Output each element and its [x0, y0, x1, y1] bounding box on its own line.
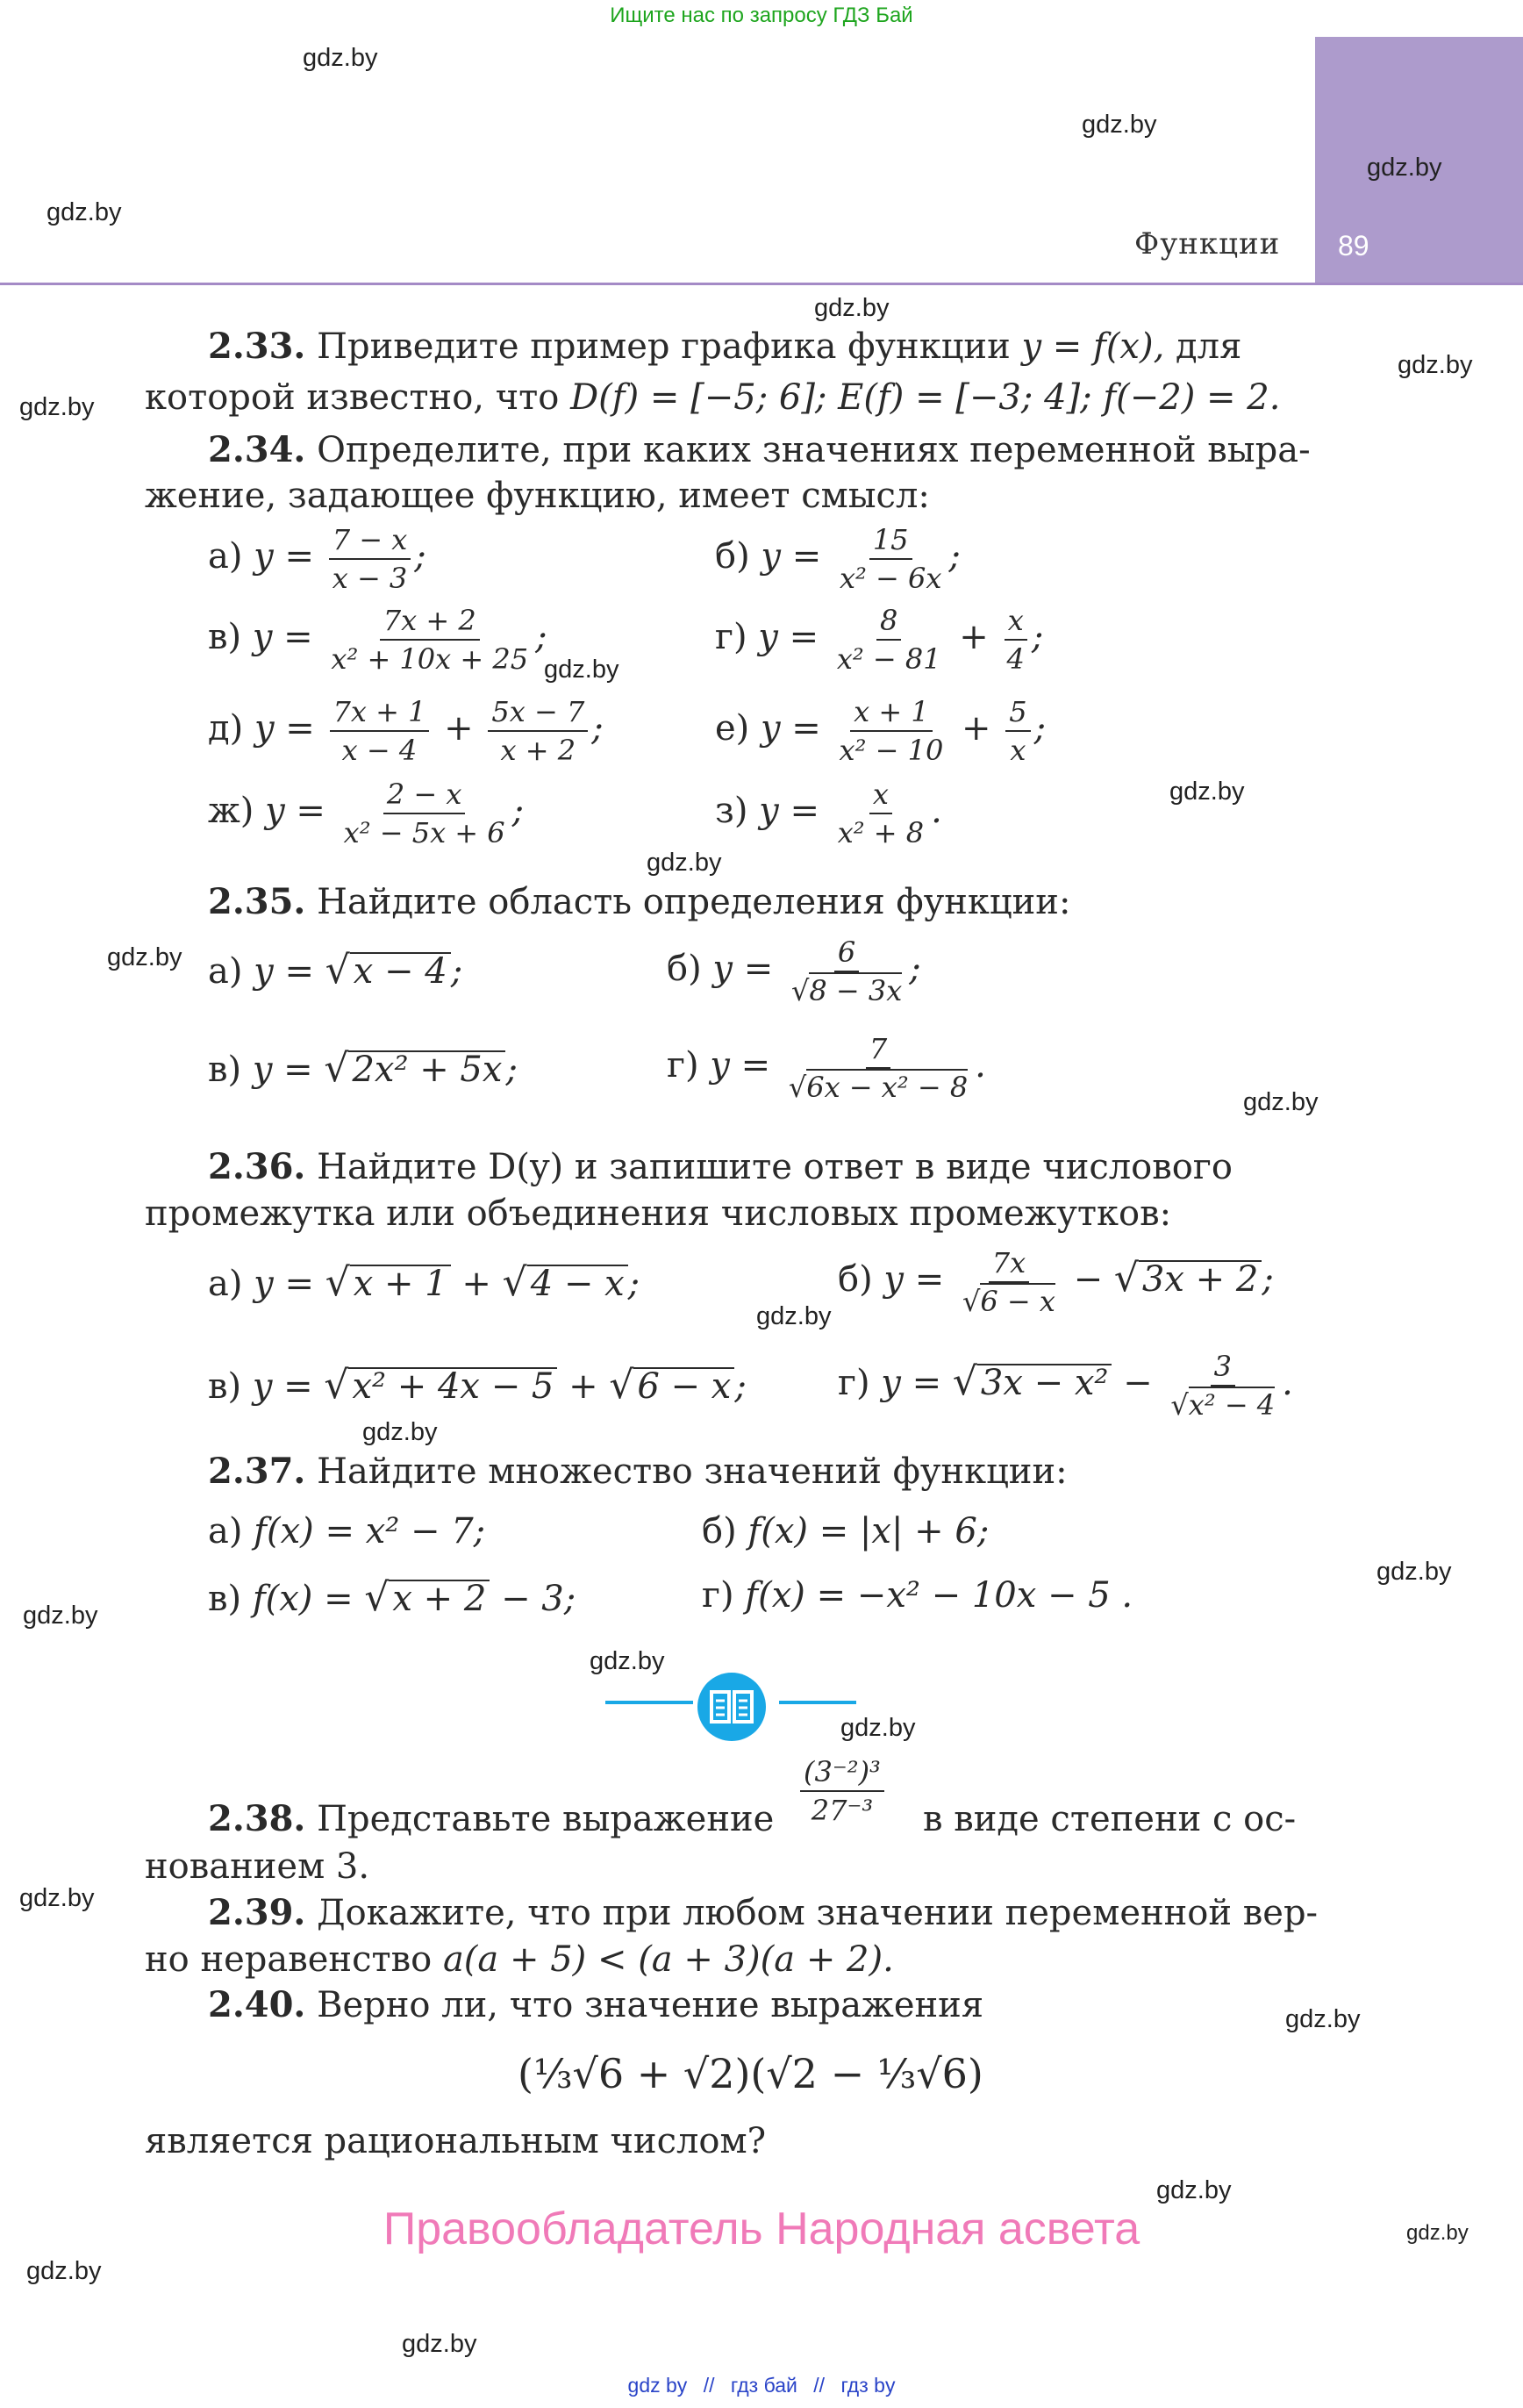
footer-separator: // — [703, 2374, 715, 2397]
problem-2-40-line3: является рациональным числом? — [145, 2121, 767, 2161]
problem-2-38-line2: нованием 3. — [145, 1846, 370, 1887]
problem-2-36-line2: промежутка или объединения числовых промежутков: — [145, 1193, 1172, 1234]
watermark: gdz.by — [19, 1884, 95, 1912]
footer-link-gdz-bai[interactable]: гдз бай — [730, 2374, 797, 2397]
problem-2-36-a: а) y = √ x + 1 + √ 4 − x ; — [208, 1260, 640, 1305]
problem-2-37-v: в) f(x) = √ x + 2 − 3; — [208, 1575, 576, 1620]
problem-2-38-line1: 2.38. Представьте выражение — [208, 1798, 775, 1839]
watermark: gdz.by — [402, 2330, 477, 2358]
footer-link-gdz-by-2[interactable]: гдз by — [840, 2374, 896, 2397]
watermark: gdz.by — [1285, 2005, 1361, 2033]
watermark: gdz.by — [19, 393, 95, 421]
problem-2-36-g: г) y = √ 3x − x² − $\frac{3}{\text{√x² − 4}}$ . — [838, 1350, 1293, 1422]
problem-2-35-b: б) y = $\frac{6}{√8 - 3x}$ ; — [667, 935, 921, 1007]
page-number: 89 — [1338, 230, 1369, 262]
footer-link-gdz-by[interactable]: gdz by — [627, 2374, 688, 2397]
problem-2-34-a: а) y = $\frac{7 - x}{x - 3}$ ; — [208, 523, 426, 595]
problem-2-34-e: е) y = $\frac{x + 1}{\text{x² − 10}}$ + $\frac{5}{x}$ ; — [715, 695, 1047, 767]
problem-2-34-zh: ж) y = $\frac{2 - x}{\text{x² − 5x + 6}}$ ; — [208, 778, 525, 849]
problem-2-34-b: б) y = $\frac{15}{\text{x² − 6x}}$ ; — [715, 523, 961, 595]
problem-2-35-g: г) y = $\frac{7}{\text{√6x − x² − 8}}$ . — [667, 1032, 986, 1104]
watermark: gdz.by — [590, 1647, 665, 1675]
problem-2-34-line1: 2.34. Определите, при каких значениях переменной выра- — [208, 429, 1311, 470]
watermark: gdz.by — [756, 1302, 832, 1330]
section-title: Функции — [1134, 226, 1281, 262]
problem-2-37-line1: 2.37. Найдите множество значений функции: — [208, 1451, 1068, 1492]
watermark: gdz.by — [1169, 778, 1245, 806]
footer-links — [0, 2374, 1523, 2397]
problem-2-39-line2: но неравенство a(a + 5) < (a + 3)(a + 2). — [145, 1939, 894, 1980]
problem-2-37-a: а) f(x) = x² − 7; — [208, 1511, 486, 1552]
problem-2-39-line1: 2.39. Докажите, что при любом значении переменной вер- — [208, 1892, 1319, 1933]
header-divider — [0, 283, 1523, 285]
problem-2-38-line1-end: в виде степени с ос- — [923, 1799, 1297, 1839]
problem-2-38-fraction: $\frac{\text{(3⁻²)³}}{\text{27⁻³}}$ — [797, 1755, 888, 1827]
problem-2-34-line2: жение, задающее функцию, имеет смысл: — [145, 476, 930, 516]
watermark: gdz.by — [1398, 351, 1473, 379]
problem-2-37-b: б) f(x) = |x| + 6; — [702, 1511, 990, 1552]
problem-2-33-line1: 2.33. Приведите пример графика функции y = f(x), для — [208, 326, 1242, 367]
watermark: gdz.by — [1082, 111, 1157, 139]
watermark: gdz.by — [46, 198, 122, 226]
problem-2-35-line1: 2.35. Найдите область определения функции: — [208, 881, 1071, 922]
problem-2-34-z: з) y = $\frac{x}{\text{x² + 8}}$ . — [715, 778, 942, 849]
watermark: gdz.by — [362, 1418, 438, 1446]
problem-2-36-b: б) y = $\frac{7x}{√6 - x}$ − √ 3x + 2 ; — [838, 1246, 1274, 1318]
book-icon — [697, 1673, 766, 1741]
problem-2-40-line1: 2.40. Верно ли, что значение выражения — [208, 1984, 984, 2025]
problem-2-34-g: г) y = $\frac{8}{\text{x² − 81}}$ + $\frac{x}{4}$ ; — [715, 604, 1044, 676]
problem-2-36-v: в) y = √ x² + 4x − 5 + √ 6 − x ; — [208, 1363, 747, 1408]
problem-2-35-v: в) y = √ 2x² + 5x ; — [208, 1046, 518, 1091]
footer-separator: // — [813, 2374, 826, 2397]
watermark: gdz.by — [840, 1714, 916, 1742]
watermark: gdz.by — [23, 1602, 98, 1630]
section-divider-right — [779, 1701, 856, 1704]
watermark: gdz.by — [814, 294, 890, 322]
section-divider-left — [605, 1701, 693, 1704]
problem-2-36-line1: 2.36. Найдите D(y) и запишите ответ в виде числового — [208, 1146, 1233, 1187]
top-banner[interactable]: Ищите нас по запросу ГДЗ Бай — [610, 4, 913, 27]
watermark: gdz.by — [1156, 2176, 1232, 2204]
copyright-notice: Правообладатель Народная асвета — [383, 2204, 1140, 2254]
problem-2-35-a: а) y = √ x − 4 ; — [208, 948, 463, 993]
problem-2-37-g: г) f(x) = −x² − 10x − 5 . — [702, 1575, 1133, 1616]
problem-2-40-expr: (⅓√6 + √2)(√2 − ⅓√6) — [518, 2050, 983, 2097]
watermark: gdz.by — [647, 849, 722, 877]
problem-2-34-d: д) y = $\frac{7x + 1}{x - 4}$ + $\frac{5x - 7}{x + 2}$ ; — [208, 695, 604, 767]
watermark: gdz.by — [1367, 154, 1442, 182]
watermark: gdz.by — [303, 44, 378, 72]
watermark: gdz.by — [1406, 2221, 1469, 2245]
problem-2-34-v: в) y = $\frac{7x + 2}{\text{x² + 10x + 25}}$ ; — [208, 604, 547, 676]
watermark: gdz.by — [544, 656, 619, 684]
watermark: gdz.by — [1376, 1558, 1452, 1586]
watermark: gdz.by — [26, 2257, 102, 2285]
problem-2-33-line2: которой известно, что D(f) = [−5; 6]; E(f) = [−3; 4]; f(−2) = 2. — [145, 377, 1281, 418]
watermark: gdz.by — [1243, 1088, 1319, 1116]
watermark: gdz.by — [107, 943, 182, 971]
